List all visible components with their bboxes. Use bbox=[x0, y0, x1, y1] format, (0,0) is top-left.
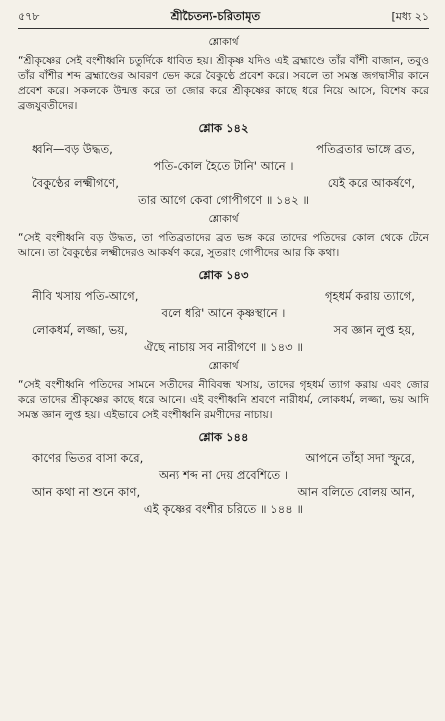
verse-line-part: গৃহধর্ম করায় ত্যাগে, bbox=[324, 289, 415, 303]
verse-text bbox=[18, 288, 429, 356]
verse-line bbox=[32, 467, 415, 484]
verse-number: শ্লোক ১৪৪ bbox=[198, 430, 249, 444]
page-number: ৫৭৮ bbox=[18, 10, 40, 23]
translation-paragraph: “সেই বংশীধ্বনি বড় উদ্ধত, তা পতিব্রতাদের ব্রত ভঙ্গ করে তাদের পতিদের কোল থেকে টেনে আনে। তা বৈকুণ্ঠের লক্ষ্মীদেরও আকর্ষণ করে, সুতরাং গোপীদের আর কি কথা। bbox=[18, 232, 429, 259]
header-rule bbox=[18, 28, 429, 29]
verse-text bbox=[18, 450, 429, 518]
verse-number: শ্লোক ১৪৩ bbox=[198, 268, 249, 282]
verse-line-part: অন্য শব্দ না দেয় প্রবেশিতে । bbox=[158, 468, 289, 482]
verse-line-part: যেই করে আকর্ষণে, bbox=[327, 176, 415, 190]
verse-line-part: কাণের ভিতর বাসা করে, bbox=[32, 451, 144, 465]
verse-line-part: পতিব্রতার ভাঙ্গে ব্রত, bbox=[316, 142, 415, 156]
verse-line bbox=[32, 484, 415, 501]
translation-paragraph: “শ্রীকৃষ্ণের সেই বংশীধ্বনি চতুর্দিকে ধাবিত হয়। শ্রীকৃষ্ণ যদিও এই ব্রহ্মাণ্ডে তাঁর বাঁশী বাজান, তবুও তাঁর বাঁশীর শব্দ ব্রহ্মাণ্ডের আবরণ ভেদ করে বৈকুণ্ঠে প্রবেশ করে। সবলে তা সমস্ত জগদ্বাসীর কানে প্রবেশ করে। সকলকে উন্মত্ত করে তা জোর করে শ্রীকৃষ্ণের কাছে ধরে নিয়ে আসে, বিশেষ করে ব্রজযুবতীদের। bbox=[18, 55, 429, 112]
page-body bbox=[18, 35, 429, 518]
verse-line bbox=[32, 141, 415, 158]
translation-paragraph: “সেই বংশীধ্বনি পতিদের সামনে সতীদের নীবিবন্ধ খসায়, তাদের গৃহধর্ম ত্যাগ করায় এবং জোর করে তাদের শ্রীকৃষ্ণের কাছে ধরে আনে। এই বংশীধ্বনি শ্রবণে নারীধর্ম, লোকধর্ম, লজ্জা, ভয় আদি সমস্ত জ্ঞান লুপ্ত হয়। এইভাবে সেই বংশীধ্বনি রমণীদের নাচায়। bbox=[18, 379, 429, 421]
verse-line-part: ধ্বনি—বড় উদ্ধত, bbox=[32, 142, 113, 156]
verse-line bbox=[32, 175, 415, 192]
verse-line-part: লোকধর্ম, লজ্জা, ভয়, bbox=[32, 323, 128, 337]
verse-line-part: আন কথা না শুনে কাণ, bbox=[32, 485, 141, 499]
verse-line bbox=[32, 322, 415, 339]
section-marker: [মধ্য ২১ bbox=[391, 10, 429, 23]
verse-line-part: বৈকুণ্ঠের লক্ষ্মীগণে, bbox=[32, 176, 119, 190]
verse-line-part: আন বলিতে বোলয় আন, bbox=[297, 485, 415, 499]
verse-line-part: ঐছে নাচায় সব নারীগণে ॥ ১৪৩ ॥ bbox=[144, 340, 303, 354]
verse-number: শ্লোক ১৪২ bbox=[198, 121, 249, 135]
verse-line bbox=[32, 158, 415, 175]
verse-line bbox=[32, 501, 415, 518]
translation-label: শ্লোকার্থ bbox=[208, 37, 239, 48]
verse-line-part: সব জ্ঞান লুপ্ত হয়, bbox=[333, 323, 415, 337]
translation-label: শ্লোকার্থ bbox=[208, 214, 239, 225]
page-header bbox=[18, 8, 429, 26]
book-title: শ্রীচৈতন্য-চরিতামৃত bbox=[170, 9, 261, 23]
verse-line-part: এই কৃষ্ণের বংশীর চরিতে ॥ ১৪৪ ॥ bbox=[143, 502, 304, 516]
verse-line bbox=[32, 192, 415, 209]
verse-line bbox=[32, 288, 415, 305]
verse-line-part: আপনে তাঁহা সদা স্ফুরে, bbox=[305, 451, 415, 465]
translation-label: শ্লোকার্থ bbox=[208, 361, 239, 372]
verse-line-part: পতি-কোল হৈতে টানি' আনে । bbox=[153, 159, 294, 173]
verse-line-part: বলে ধরি' আনে কৃষ্ণস্থানে । bbox=[161, 306, 286, 320]
verse-line bbox=[32, 450, 415, 467]
verse-line-part: নীবি খসায় পতি-আগে, bbox=[32, 289, 139, 303]
verse-line-part: তার আগে কেবা গোপীগণে ॥ ১৪২ ॥ bbox=[138, 193, 309, 207]
verse-text bbox=[18, 141, 429, 209]
verse-line bbox=[32, 339, 415, 356]
verse-line bbox=[32, 305, 415, 322]
